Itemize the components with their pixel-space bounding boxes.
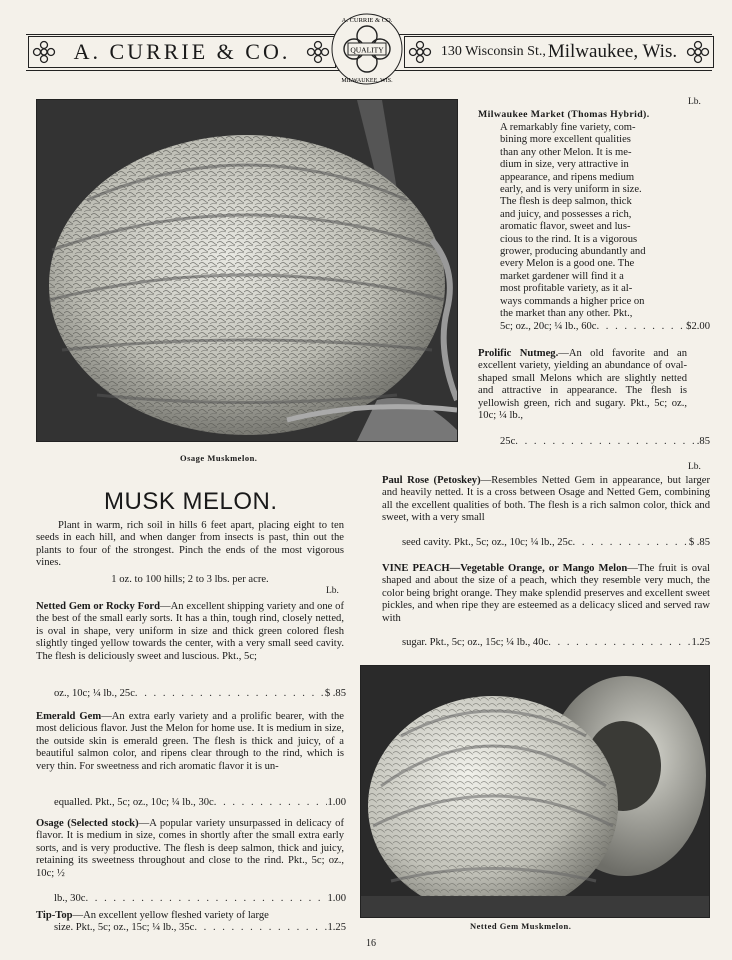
vine-peach-entry <box>382 563 710 625</box>
variety-name: Emerald Gem <box>36 711 102 722</box>
rosette-ornament-icon <box>408 40 432 64</box>
description-line: and juicy, and possesses a rich, <box>500 208 632 220</box>
description-line: aromatic flavor, sweet and lus- <box>500 221 631 233</box>
vine-peach-price-row <box>402 637 710 649</box>
section-title: MUSK MELON. <box>104 488 278 515</box>
price-line: 25c <box>500 436 516 447</box>
company-name: A. CURRIE & CO. <box>73 39 291 64</box>
osage-price-row <box>54 893 346 905</box>
leader-dots <box>515 436 696 448</box>
description-line: appearance, and ripens medium <box>500 171 635 183</box>
emerald-gem-price-row <box>54 797 346 809</box>
osage-photo-caption: Osage Muskmelon. <box>180 453 258 463</box>
unit-label: Lb. <box>688 462 701 472</box>
paul-rose-entry <box>382 475 710 525</box>
description-line: early, and is very uniform in size. <box>500 184 642 196</box>
quality-seal <box>330 12 404 86</box>
price: .85 <box>696 436 710 447</box>
address-banner <box>404 36 714 68</box>
variety-description: —An old favorite and an excellent variety, yielding an abundance of oval-shaped small Melons which are slightly netted and attractive in appearance. The flesh is yellowish green, rich and sugary. Pkt., 5c; oz., 10c; ¼ lb., <box>478 348 687 422</box>
description-line: most profitable variety, as it al- <box>500 283 633 295</box>
city-state: Milwaukee, Wis. <box>547 41 678 62</box>
description-line: cious to the rind. It is a vigorous <box>500 233 638 245</box>
netted-gem-price-row <box>54 688 346 700</box>
price: 1.00 <box>327 893 346 904</box>
price-line: equalled. Pkt., 5c; oz., 10c; ¼ lb., 30c <box>54 797 214 808</box>
price: 1.00 <box>327 797 346 808</box>
description-line: A remarkably fine variety, com- <box>500 122 636 133</box>
tip-top-price-row <box>54 922 346 934</box>
variety-description: —A popular variety unsurpassed in delicacy of flavor. It is medium in size, comes in shortly after the small extra early sorts, and is very productive. The flesh is deep salmon, thick and juicy, retaining its sweetness throughout and close to the rind. Pkt., 5c; oz., 10c; ½ <box>36 818 344 879</box>
description-line: market gardener will find it a <box>500 270 624 282</box>
emerald-gem-entry <box>36 711 344 773</box>
company-name-banner <box>28 36 336 68</box>
rosette-ornament-icon <box>686 40 710 64</box>
price-line: oz., 10c; ¼ lb., 25c <box>54 688 135 699</box>
description-line: bining more excellent qualities <box>500 134 631 146</box>
seal-top-text: A. CURRIE & CO. <box>341 17 393 24</box>
description-line: dium in size, very attractive in <box>500 159 629 171</box>
unit-label: Lb. <box>326 586 339 596</box>
street-address: 130 Wisconsin St., <box>440 44 546 59</box>
variety-description: —Resembles Netted Gem in appearance, but larger and heavily netted. It is a cross between Osage and Netted Gem, combining all the excellent qualities of both. The flesh is a rich salmon color, thick and sweet, with a very small <box>382 475 710 524</box>
variety-name: VINE PEACH—Vegetable Orange, or Mango Melon <box>382 563 628 574</box>
leader-dots <box>548 637 691 649</box>
description-line: ways commands a higher price on <box>500 295 645 307</box>
prolific-nutmeg-price-row <box>500 436 710 448</box>
leader-dots <box>194 922 327 934</box>
price: $ .85 <box>324 688 346 699</box>
seal-bottom-text: MILWAUKEE, WIS. <box>341 78 393 84</box>
milwaukee-market-price-row <box>500 321 710 333</box>
price-line: 5c; oz., 20c; ¼ lb., 60c <box>500 321 597 332</box>
netted-gem-photo-caption: Netted Gem Muskmelon. <box>470 921 572 931</box>
tip-top-entry <box>36 910 344 922</box>
variety-name: Prolific Nutmeg. <box>478 348 559 359</box>
leader-dots <box>214 797 328 809</box>
rosette-ornament-icon <box>32 40 56 64</box>
variety-name: Osage (Selected stock) <box>36 818 139 829</box>
description-line: The flesh is deep salmon, thick <box>500 196 632 208</box>
variety-name: Tip-Top <box>36 910 73 921</box>
milwaukee-market-description <box>500 122 709 321</box>
description-line: grower, producing abundantly and <box>500 246 646 258</box>
price-line: sugar. Pkt., 5c; oz., 15c; ¼ lb., 40c <box>402 637 549 648</box>
leader-dots <box>135 688 325 700</box>
netted-gem-entry <box>36 601 344 663</box>
price-line: size. Pkt., 5c; oz., 15c; ¼ lb., 35c <box>54 922 195 933</box>
planting-instructions: Plant in warm, rich soil in hills 6 feet apart, placing eight to ten seeds in each hill, and when danger from insects is past, thin out the plants to four of the strongest. Pinch the ends of the most vigorous vines. <box>36 520 344 569</box>
price: $2.00 <box>686 321 710 332</box>
price: 1.25 <box>691 637 710 648</box>
description-line: than any other Melon. It is me- <box>500 146 632 158</box>
variety-name: Netted Gem or Rocky Ford <box>36 601 161 612</box>
seal-quality-text: QUALITY <box>350 45 384 55</box>
variety-name: Paul Rose (Petoskey) <box>382 475 481 486</box>
page-number: 16 <box>366 938 376 949</box>
leader-dots <box>573 537 689 549</box>
description-line: the market than any other. Pkt., <box>500 308 633 320</box>
seeding-rate: 1 oz. to 100 hills; 2 to 3 lbs. per acre. <box>111 574 269 585</box>
prolific-nutmeg-entry <box>478 348 687 422</box>
price: $ .85 <box>688 537 710 548</box>
leader-dots <box>85 893 327 905</box>
variety-description: —An excellent yellow fleshed variety of large <box>72 910 269 921</box>
netted-gem-muskmelon-photo <box>360 665 710 918</box>
variety-description: —An excellent shipping variety and one of the best of the small early sorts. It has a thin, tough rind, closely netted, is oval in shape, very uniform in size and thick green colored flesh slightly tinged yellow towards the center, with a very small seed cavity. The flesh is deliciously sweet and luscious. Pkt., 5c; <box>36 601 344 662</box>
variety-description: —An extra early variety and a prolific bearer, with the most delicious flavor. Just the Melon for home use. It is medium in size, the outside skin is emerald green. The flesh is thick and juicy, of a beautiful salmon color, and ripens clear through to the rind, which is very thin. For sweetness and rich aromatic flavor it is un- <box>36 711 344 772</box>
variety-description: —The fruit is oval shaped and about the size of a peach, which they resemble very much, the color being bright orange. They make splendid preserves and excellent sweet pickles, and when ripe they are esteemed as a delicacy sliced and served raw with <box>382 563 710 624</box>
price-line: lb., 30c <box>54 893 86 904</box>
leader-dots <box>597 321 687 333</box>
osage-entry <box>36 818 344 880</box>
unit-label: Lb. <box>688 97 701 107</box>
milwaukee-market-name: Milwaukee Market (Thomas Hybrid). <box>478 109 650 120</box>
rosette-ornament-icon <box>306 40 330 64</box>
price-line: seed cavity. Pkt., 5c; oz., 10c; ¼ lb., 25c <box>402 537 573 548</box>
paul-rose-price-row <box>402 537 710 549</box>
price: 1.25 <box>327 922 346 933</box>
osage-muskmelon-photo <box>36 99 458 442</box>
description-line: every Melon is a good one. The <box>500 258 635 270</box>
